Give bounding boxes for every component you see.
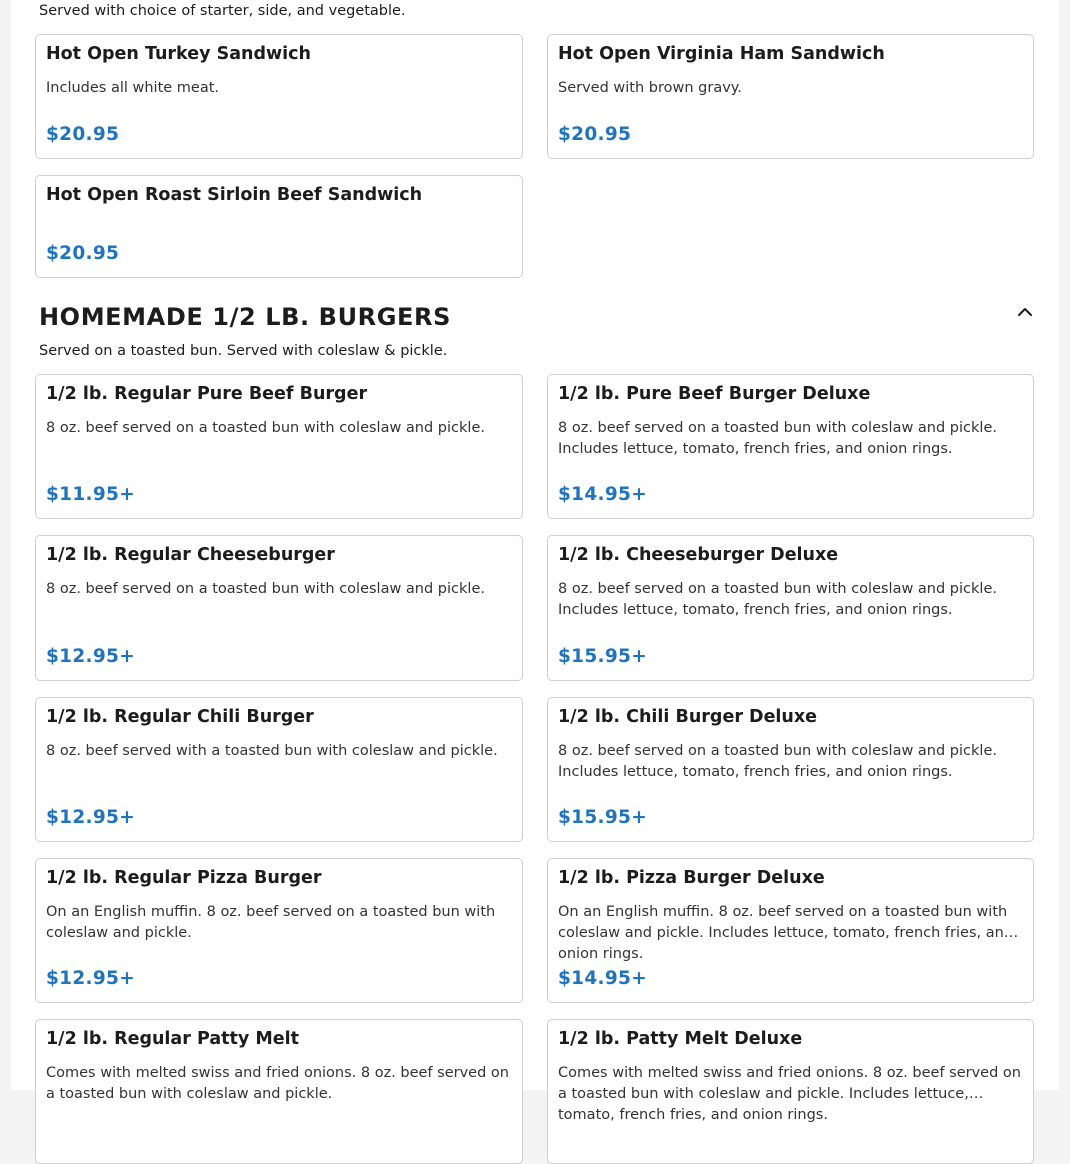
menu-item-card[interactable] — [35, 858, 523, 1003]
item-name: 1/2 lb. Chili Burger Deluxe — [558, 707, 818, 727]
menu-item-card[interactable] — [35, 535, 523, 681]
item-name: Hot Open Roast Sirloin Beef Sandwich — [46, 185, 423, 205]
menu-item-card[interactable] — [547, 1019, 1034, 1164]
section-subtitle: Served on a toasted bun. Served with coleslaw & pickle. — [39, 343, 448, 359]
section-title: HOMEMADE 1/2 LB. BURGERS — [39, 303, 451, 331]
item-description: 8 oz. beef served on a toasted bun with coleslaw and pickle. Includes lettuce, tomato, french fries, and onion rings. — [558, 420, 997, 457]
item-price: $14.95+ — [558, 484, 647, 505]
item-name: 1/2 lb. Pizza Burger Deluxe — [558, 868, 825, 888]
item-description: On an English muffin. 8 oz. beef served on a toasted bun with coleslaw and pickle. Includes lettuce, tomato, french fries, and onion rings. — [558, 904, 1013, 962]
item-name: 1/2 lb. Patty Melt Deluxe — [558, 1029, 803, 1049]
item-price: $20.95 — [46, 124, 120, 145]
item-description: 8 oz. beef served on a toasted bun with coleslaw and pickle. — [46, 581, 485, 597]
item-name: Hot Open Virginia Ham Sandwich — [558, 44, 885, 64]
menu-item-card[interactable] — [35, 175, 523, 278]
item-description: Comes with melted swiss and fried onions. 8 oz. beef served on a toasted bun with coleslaw and pickle. — [46, 1065, 509, 1102]
item-price: $15.95+ — [558, 646, 647, 667]
menu-item-card[interactable] — [35, 34, 523, 159]
item-name: 1/2 lb. Regular Cheeseburger — [46, 545, 335, 565]
item-name: 1/2 lb. Regular Chili Burger — [46, 707, 314, 727]
item-description: 8 oz. beef served on a toasted bun with coleslaw and pickle. Includes lettuce, tomato, french fries, and onion rings. — [558, 581, 997, 618]
item-name: 1/2 lb. Regular Pizza Burger — [46, 868, 322, 888]
item-price: $11.95+ — [46, 484, 135, 505]
item-description: On an English muffin. 8 oz. beef served on a toasted bun with coleslaw and pickle. — [46, 904, 496, 941]
item-price: $12.95+ — [46, 646, 135, 667]
item-description: 8 oz. beef served on a toasted bun with coleslaw and pickle. — [46, 420, 485, 436]
menu-item-card[interactable] — [35, 374, 523, 519]
menu-item-card[interactable] — [35, 697, 523, 842]
item-description: Comes with melted swiss and fried onions. 8 oz. beef served on a toasted bun with coleslaw and pickle. Includes lettuce, tomato, french fries, and onion rings. — [558, 1065, 1021, 1123]
item-description: 8 oz. beef served on a toasted bun with coleslaw and pickle. Includes lettuce, tomato, french fries, and onion rings. — [558, 743, 997, 780]
menu-item-card[interactable] — [547, 34, 1034, 159]
item-price: $15.95+ — [558, 807, 647, 828]
menu-item-card[interactable] — [547, 697, 1034, 842]
menu-item-card[interactable] — [547, 858, 1034, 1003]
item-price: $12.95+ — [46, 807, 135, 828]
item-price: $14.95+ — [558, 968, 647, 989]
item-name: 1/2 lb. Regular Patty Melt — [46, 1029, 300, 1049]
item-name: 1/2 lb. Regular Pure Beef Burger — [46, 384, 368, 404]
menu-item-card[interactable] — [547, 535, 1034, 681]
item-description: Served with brown gravy. — [558, 80, 742, 96]
item-name: Hot Open Turkey Sandwich — [46, 44, 311, 64]
section-subtitle: Served with choice of starter, side, and vegetable. — [39, 3, 406, 19]
collapse-section-button[interactable] — [1014, 301, 1036, 323]
item-price: $20.95 — [46, 243, 120, 264]
item-price: $12.95+ — [46, 968, 135, 989]
item-name: 1/2 lb. Cheeseburger Deluxe — [558, 545, 839, 565]
menu-item-card[interactable] — [547, 374, 1034, 519]
menu-item-card[interactable] — [35, 1019, 523, 1164]
item-name: 1/2 lb. Pure Beef Burger Deluxe — [558, 384, 871, 404]
item-description: 8 oz. beef served with a toasted bun with coleslaw and pickle. — [46, 743, 498, 759]
menu-page — [11, 0, 1059, 1123]
item-description: Includes all white meat. — [46, 80, 220, 96]
chevron-up-icon — [1017, 307, 1033, 317]
item-price: $20.95 — [558, 124, 632, 145]
